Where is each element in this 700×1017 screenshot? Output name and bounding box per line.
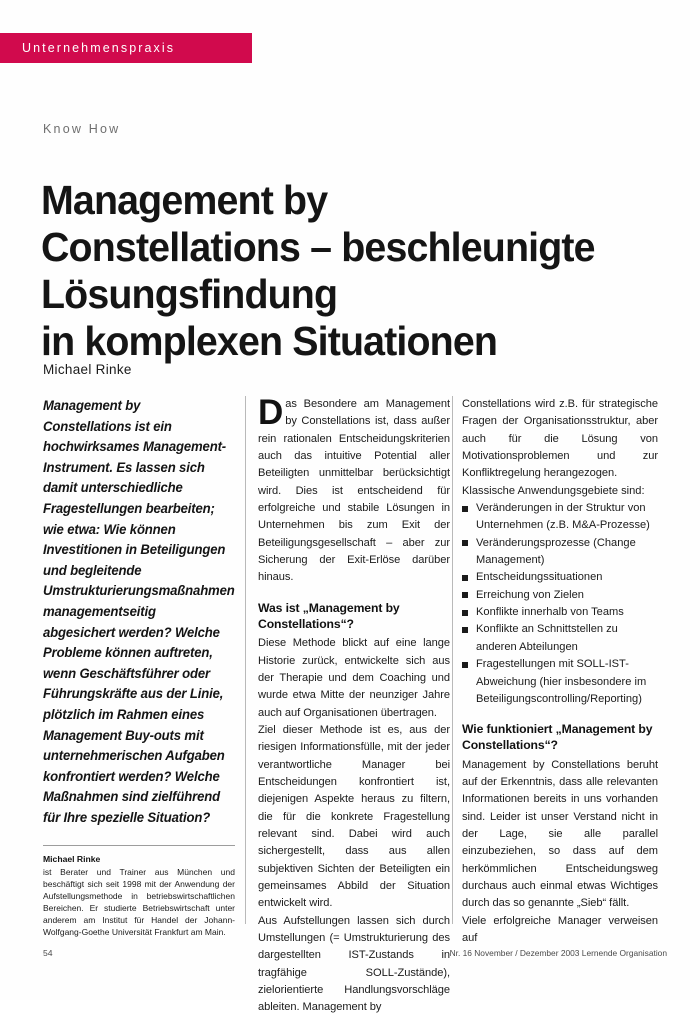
column-lead [43,396,235,828]
list-intro: Klassische Anwendungsgebiete sind: [462,484,645,497]
body-paragraph: Management by Constellations beruht auf der Erkenntnis, dass alle relevanten Informationen bereits in uns vorhanden sind. Leider ist unser Verstand nicht in der Lage, sie alle parallel einzubeziehen, so dass auf dem herkömmlichen Entscheidungsweg durchaus auch einmal etwas Wichtiges durch das so genannte „Sieb“ fällt. [462,758,658,910]
list-item [462,656,658,708]
body-paragraph [258,393,450,587]
drop-cap: D [258,393,284,432]
author-bio-text: ist Berater und Trainer aus München und beschäftigt sich seit 1998 mit der Anwendung der Aufstellungsmethode in betriebswirtschaftlichen Bereichen. Er studierte Betriebswirtschaft unter anderem am Institut für Handel der Johann-Wolfgang-Goethe Universität Frankfurt am Main. [43,867,235,938]
rubric-banner [0,33,252,63]
rubric-label: Unternehmenspraxis [22,41,176,55]
application-areas-list [462,500,658,708]
list-item [462,604,658,621]
bullet-square-icon [462,506,468,512]
list-item-label: Erreichung von Zielen [476,588,584,601]
subheading-was-ist: Was ist „Management by Constellations“? [258,600,400,631]
column-body-left [258,393,450,1017]
headline-line-4: in komplexen Situationen [41,318,498,365]
list-item-label: Konflikte an Schnittstellen zu anderen Abteilungen [476,623,618,653]
list-item-label: Veränderungsprozesse (Change Management) [476,536,636,567]
bullet-square-icon [462,575,468,581]
section-kicker: Know How [43,122,121,136]
bullet-square-icon [462,627,468,633]
body-paragraph: Constellations wird z.B. für strategische Fragen der Organisationsstruktur, aber auch für die Lösung von Motivationsproblemen und zur Konfliktregelung herangezogen. [462,398,658,480]
lead-paragraph: Management by Constellations ist ein hochwirksames Management-Instrument. Es lassen sich damit unterschiedliche Fragestellungen bearbeiten; wie etwa: Wie können Investitionen in Beteiligungen und begleitende Umstrukturierungsmaßnahmen managementseitig abgesichert werden? Welche Probleme können auftreten, wenn Geschäftsführer oder Führungskräfte aus der Linie, plötzlich im Rahmen eines Management Buy-outs mit unternehmerischen Aufgaben konfrontiert werden? Welche Maßnahmen sind zielführend für Ihre spezielle Situation? [43,398,235,825]
list-item [462,535,658,570]
list-item [462,587,658,604]
body-paragraph: Aus Aufstellungen lassen sich durch Umstellungen (= Umstrukturierung des dargestellten IST-Zustands in tragfähige SOLL-Zustände), zielorientierte Handlungsvorschläge ableiten. Management by [258,914,450,1014]
list-item [462,621,658,656]
body-paragraph: Viele erfolgreiche Manager verweisen auf [462,914,658,945]
body-paragraph: Diese Methode blickt auf eine lange Historie zurück, entwickelte sich aus der Therapie und dem Coaching und wurde etwa Mitte der neunziger Jahre auch auf Organisationen übertragen. [258,637,450,719]
body-paragraph-text: as Besondere am Management by Constellations ist, dass außer rein rationalen Entscheidungskriterien auch das intuitive Potential aller Beteiligten unmittelbar berücksichtigt wird. Dies ist entscheidend für erfolgreiche und stabile Lösungen in Unternehmen bis zum Exit der Beteiligungsgesellschaft – aber zur Sicherung der Exit-Erlöse darüber hinaus. [258,398,450,584]
headline-line-2: Constellations – beschleunigte [41,224,595,271]
column-divider-left [245,396,246,924]
byline: Michael Rinke [43,362,132,377]
list-item-label: Fragestellungen mit SOLL-IST-Abweichung (hier insbesondere im Beteiligungscontrolling/Reporting) [476,658,647,705]
page-title [41,177,640,365]
headline-line-3: Lösungsfindung [41,271,338,318]
column-divider-right [452,396,453,924]
bullet-square-icon [462,592,468,598]
list-item [462,569,658,586]
author-box-divider [43,845,235,846]
list-item-label: Entscheidungssituationen [476,571,603,584]
column-body-right [462,396,658,947]
author-name: Michael Rinke [43,854,101,864]
list-item-label: Veränderungen in der Struktur von Unternehmen (z.B. M&A-Prozesse) [476,502,650,532]
bullet-square-icon [462,662,468,668]
author-bio-box [43,845,235,939]
list-item-label: Konflikte innerhalb von Teams [476,606,624,619]
list-item [462,500,658,535]
body-paragraph: Ziel dieser Methode ist es, aus der riesigen Informationsfülle, mit der jeder verantwortliche Manager bei Entscheidungen konfrontiert ist, diejenigen Aspekte heraus zu filtern, die für die konkrete Fragestellung relevant sind. Dabei wird auch sichergestellt, dass aus allen subjektiven Sichten der Beteiligten ein gemeinsames Abbild der Situation entwickelt wird. [258,723,450,910]
subheading-wie-funktioniert: Wie funktioniert „Management by Constellations“? [462,722,653,753]
page-number: 54 [43,948,53,958]
publication-info: Nr. 16 November / Dezember 2003 Lernende Organisation [449,948,667,958]
bullet-square-icon [462,540,468,546]
bullet-square-icon [462,610,468,616]
headline-line-1: Management by [41,177,328,224]
